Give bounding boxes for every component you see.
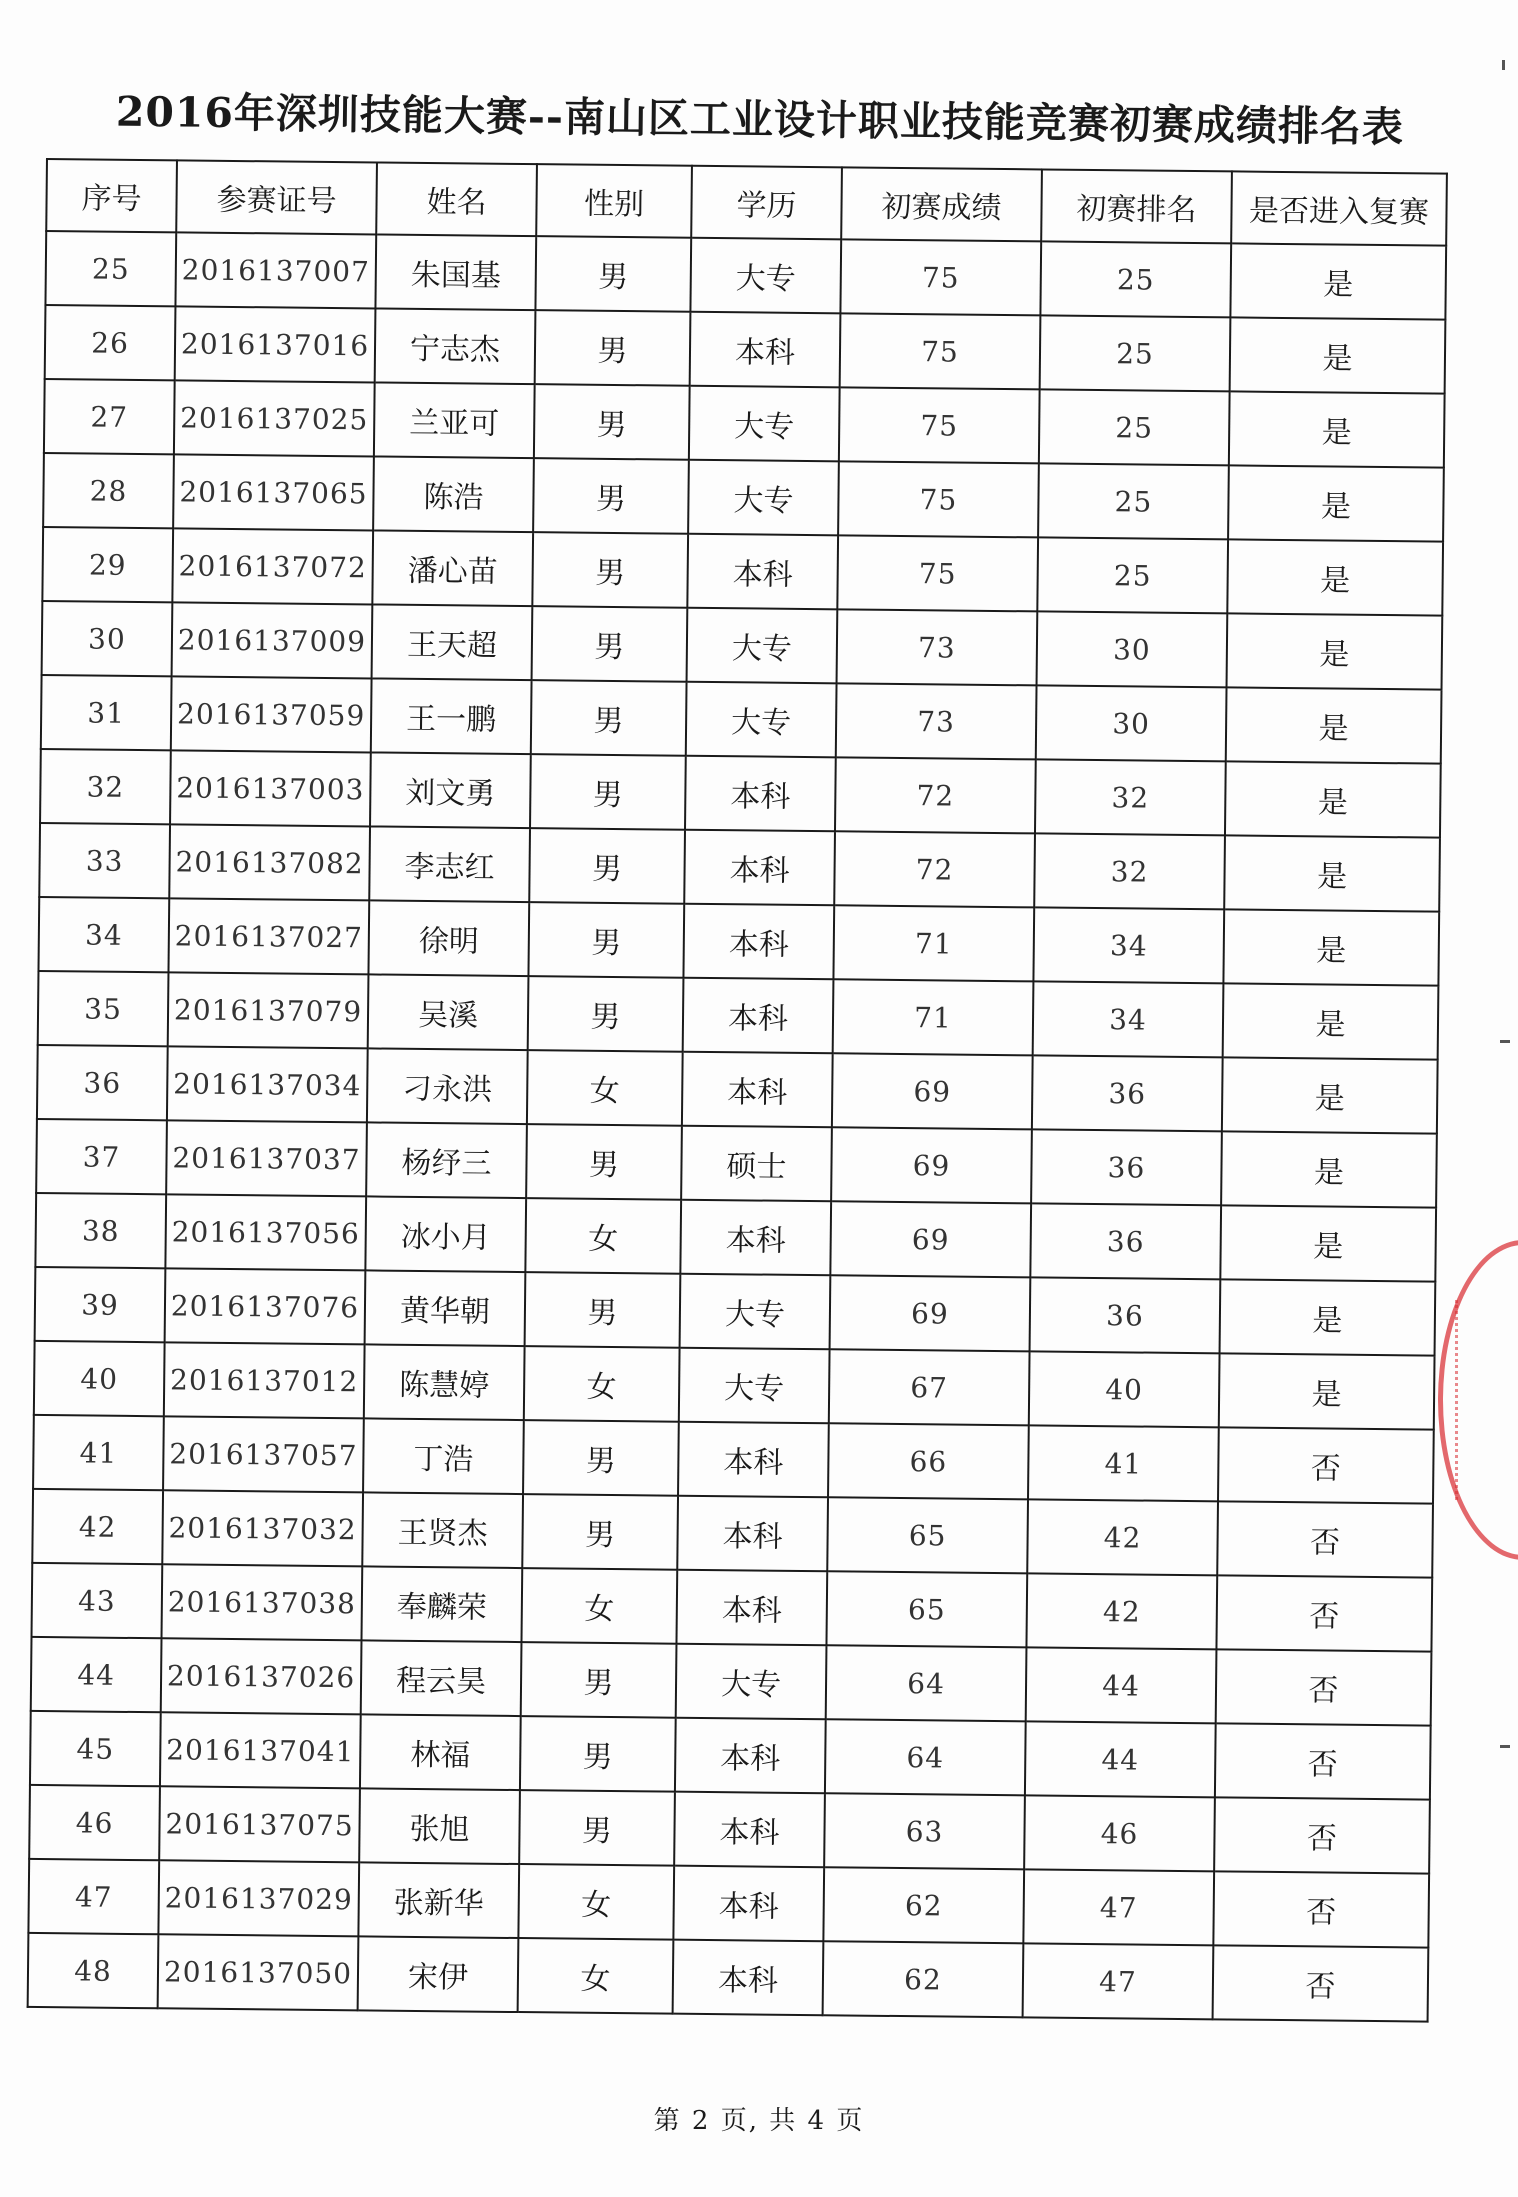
cell-col-prelim-rank: 32 bbox=[1035, 759, 1226, 835]
cell-col-education: 本科 bbox=[680, 1200, 831, 1276]
cell-col-prelim-rank: 36 bbox=[1030, 1277, 1221, 1353]
cell-col-prelim-rank: 47 bbox=[1023, 1869, 1214, 1945]
cell-col-advance: 是 bbox=[1230, 317, 1446, 393]
cell-col-name: 潘心苗 bbox=[372, 530, 533, 606]
cell-col-education: 大专 bbox=[679, 1348, 830, 1424]
cell-col-entry-id: 2016137050 bbox=[158, 1934, 359, 2010]
cell-col-seq: 46 bbox=[29, 1785, 160, 1860]
cell-col-prelim-score: 72 bbox=[835, 757, 1036, 833]
cell-col-prelim-rank: 42 bbox=[1027, 1499, 1218, 1575]
document-title: 2016年深圳技能大赛--南山区工业设计职业技能竞赛初赛成绩排名表 bbox=[115, 87, 1405, 152]
cell-col-entry-id: 2016137057 bbox=[163, 1416, 364, 1492]
cell-col-prelim-rank: 34 bbox=[1033, 981, 1224, 1057]
cell-col-education: 硕士 bbox=[681, 1126, 832, 1202]
cell-col-name: 宁志杰 bbox=[375, 308, 536, 384]
cell-col-entry-id: 2016137034 bbox=[167, 1046, 368, 1122]
cell-col-seq: 27 bbox=[44, 379, 175, 454]
cell-col-gender: 女 bbox=[524, 1346, 680, 1422]
cell-col-entry-id: 2016137038 bbox=[162, 1564, 363, 1640]
cell-col-advance: 是 bbox=[1225, 761, 1441, 837]
cell-col-seq: 38 bbox=[35, 1193, 166, 1268]
cell-col-gender: 女 bbox=[527, 1050, 683, 1126]
cell-col-prelim-rank: 40 bbox=[1029, 1351, 1220, 1427]
scan-edge-mark bbox=[1502, 60, 1505, 70]
cell-col-entry-id: 2016137076 bbox=[165, 1268, 366, 1344]
cell-col-gender: 男 bbox=[532, 606, 688, 682]
header-col-prelim-score: 初赛成绩 bbox=[841, 167, 1042, 241]
cell-col-seq: 47 bbox=[28, 1859, 159, 1934]
cell-col-education: 大专 bbox=[689, 386, 840, 462]
cell-col-advance: 是 bbox=[1226, 687, 1442, 763]
cell-col-education: 本科 bbox=[678, 1422, 829, 1498]
header-col-prelim-rank: 初赛排名 bbox=[1041, 169, 1232, 243]
cell-col-seq: 26 bbox=[45, 305, 176, 380]
cell-col-education: 本科 bbox=[682, 1052, 833, 1128]
cell-col-prelim-score: 73 bbox=[837, 609, 1038, 685]
cell-col-entry-id: 2016137007 bbox=[175, 232, 376, 308]
cell-col-gender: 男 bbox=[535, 310, 691, 386]
cell-col-entry-id: 2016137065 bbox=[173, 454, 374, 530]
cell-col-seq: 25 bbox=[45, 231, 176, 306]
cell-col-prelim-rank: 36 bbox=[1030, 1203, 1221, 1279]
cell-col-prelim-score: 73 bbox=[836, 683, 1037, 759]
cell-col-seq: 31 bbox=[41, 675, 172, 750]
cell-col-education: 本科 bbox=[685, 756, 836, 832]
cell-col-entry-id: 2016137012 bbox=[164, 1342, 365, 1418]
cell-col-name: 林福 bbox=[360, 1714, 521, 1790]
cell-col-advance: 否 bbox=[1215, 1723, 1431, 1799]
cell-col-prelim-score: 75 bbox=[837, 535, 1038, 611]
cell-col-name: 王贤杰 bbox=[362, 1492, 523, 1568]
cell-col-name: 张新华 bbox=[358, 1862, 519, 1938]
cell-col-education: 本科 bbox=[684, 830, 835, 906]
header-col-gender: 性别 bbox=[536, 164, 692, 238]
cell-col-name: 刘文勇 bbox=[370, 752, 531, 828]
cell-col-seq: 30 bbox=[42, 601, 173, 676]
cell-col-prelim-score: 64 bbox=[825, 1719, 1026, 1795]
cell-col-gender: 男 bbox=[528, 902, 684, 978]
cell-col-gender: 男 bbox=[519, 1790, 675, 1866]
header-col-seq: 序号 bbox=[46, 159, 177, 232]
cell-col-entry-id: 2016137041 bbox=[160, 1712, 361, 1788]
cell-col-advance: 是 bbox=[1220, 1279, 1436, 1355]
cell-col-advance: 否 bbox=[1214, 1797, 1430, 1873]
cell-col-prelim-score: 64 bbox=[826, 1645, 1027, 1721]
cell-col-prelim-score: 66 bbox=[828, 1423, 1029, 1499]
cell-col-advance: 否 bbox=[1216, 1649, 1432, 1725]
cell-col-gender: 女 bbox=[525, 1198, 681, 1274]
cell-col-prelim-score: 69 bbox=[832, 1053, 1033, 1129]
cell-col-education: 本科 bbox=[677, 1496, 828, 1572]
cell-col-advance: 是 bbox=[1220, 1205, 1436, 1281]
scan-edge-mark bbox=[1500, 1040, 1510, 1043]
cell-col-advance: 是 bbox=[1219, 1353, 1435, 1429]
cell-col-advance: 是 bbox=[1223, 983, 1439, 1059]
cell-col-name: 王一鹏 bbox=[371, 678, 532, 754]
cell-col-seq: 40 bbox=[34, 1341, 165, 1416]
scan-edge-mark bbox=[1500, 1745, 1510, 1748]
cell-col-advance: 否 bbox=[1218, 1427, 1434, 1503]
cell-col-gender: 男 bbox=[526, 1124, 682, 1200]
cell-col-name: 杨纾三 bbox=[366, 1122, 527, 1198]
cell-col-gender: 男 bbox=[522, 1494, 678, 1570]
cell-col-seq: 48 bbox=[28, 1933, 159, 2008]
cell-col-seq: 32 bbox=[40, 749, 171, 824]
cell-col-education: 本科 bbox=[683, 978, 834, 1054]
cell-col-prelim-score: 65 bbox=[827, 1497, 1028, 1573]
cell-col-advance: 是 bbox=[1227, 613, 1443, 689]
header-col-name: 姓名 bbox=[376, 162, 537, 236]
cell-col-name: 李志红 bbox=[369, 826, 530, 902]
cell-col-prelim-rank: 41 bbox=[1028, 1425, 1219, 1501]
cell-col-entry-id: 2016137082 bbox=[169, 824, 370, 900]
cell-col-advance: 是 bbox=[1221, 1131, 1437, 1207]
cell-col-seq: 36 bbox=[37, 1045, 168, 1120]
cell-col-prelim-rank: 25 bbox=[1040, 315, 1231, 391]
cell-col-seq: 45 bbox=[30, 1711, 161, 1786]
cell-col-prelim-score: 75 bbox=[840, 313, 1041, 389]
cell-col-entry-id: 2016137003 bbox=[170, 750, 371, 826]
cell-col-prelim-score: 62 bbox=[823, 1941, 1024, 2017]
cell-col-gender: 男 bbox=[520, 1716, 676, 1792]
cell-col-prelim-score: 71 bbox=[833, 979, 1034, 1055]
header-col-education: 学历 bbox=[691, 166, 842, 240]
cell-col-entry-id: 2016137032 bbox=[162, 1490, 363, 1566]
cell-col-education: 大专 bbox=[690, 238, 841, 314]
cell-col-seq: 44 bbox=[31, 1637, 162, 1712]
cell-col-gender: 女 bbox=[518, 1938, 674, 2014]
cell-col-prelim-rank: 44 bbox=[1026, 1647, 1217, 1723]
cell-col-entry-id: 2016137027 bbox=[168, 898, 369, 974]
cell-col-name: 黄华朝 bbox=[365, 1270, 526, 1346]
cell-col-entry-id: 2016137079 bbox=[168, 972, 369, 1048]
cell-col-gender: 女 bbox=[518, 1864, 674, 1940]
cell-col-seq: 29 bbox=[42, 527, 173, 602]
cell-col-advance: 是 bbox=[1224, 835, 1440, 911]
cell-col-gender: 男 bbox=[531, 680, 687, 756]
header-col-entry-id: 参赛证号 bbox=[176, 160, 377, 234]
cell-col-prelim-rank: 25 bbox=[1039, 389, 1230, 465]
cell-col-prelim-score: 75 bbox=[840, 239, 1041, 315]
cell-col-seq: 39 bbox=[35, 1267, 166, 1342]
cell-col-advance: 是 bbox=[1223, 909, 1439, 985]
cell-col-education: 本科 bbox=[690, 312, 841, 388]
cell-col-seq: 43 bbox=[32, 1563, 163, 1638]
cell-col-education: 本科 bbox=[674, 1792, 825, 1868]
cell-col-prelim-score: 62 bbox=[823, 1867, 1024, 1943]
cell-col-advance: 是 bbox=[1229, 391, 1445, 467]
cell-col-prelim-rank: 44 bbox=[1025, 1721, 1216, 1797]
cell-col-name: 刁永洪 bbox=[367, 1048, 528, 1124]
cell-col-prelim-score: 72 bbox=[834, 831, 1035, 907]
cell-col-name: 朱国基 bbox=[375, 234, 536, 310]
ranking-table bbox=[27, 158, 1448, 2023]
cell-col-education: 大专 bbox=[680, 1274, 831, 1350]
cell-col-advance: 是 bbox=[1230, 243, 1446, 319]
cell-col-name: 吴溪 bbox=[368, 974, 529, 1050]
cell-col-gender: 男 bbox=[525, 1272, 681, 1348]
cell-col-prelim-rank: 32 bbox=[1034, 833, 1225, 909]
cell-col-prelim-rank: 30 bbox=[1036, 685, 1227, 761]
cell-col-entry-id: 2016137009 bbox=[172, 602, 373, 678]
cell-col-prelim-rank: 42 bbox=[1026, 1573, 1217, 1649]
cell-col-education: 本科 bbox=[673, 1866, 824, 1942]
cell-col-entry-id: 2016137075 bbox=[159, 1786, 360, 1862]
cell-col-education: 本科 bbox=[676, 1570, 827, 1646]
cell-col-entry-id: 2016137026 bbox=[161, 1638, 362, 1714]
cell-col-prelim-rank: 36 bbox=[1031, 1129, 1222, 1205]
cell-col-advance: 是 bbox=[1228, 465, 1444, 541]
cell-col-prelim-rank: 46 bbox=[1024, 1795, 1215, 1871]
cell-col-prelim-score: 69 bbox=[830, 1201, 1031, 1277]
cell-col-entry-id: 2016137025 bbox=[174, 380, 375, 456]
cell-col-gender: 男 bbox=[533, 458, 689, 534]
cell-col-name: 徐明 bbox=[368, 900, 529, 976]
cell-col-advance: 否 bbox=[1213, 1945, 1429, 2021]
cell-col-gender: 男 bbox=[534, 384, 690, 460]
cell-col-education: 本科 bbox=[687, 534, 838, 610]
cell-col-advance: 否 bbox=[1213, 1871, 1429, 1947]
cell-col-education: 本科 bbox=[683, 904, 834, 980]
cell-col-entry-id: 2016137029 bbox=[158, 1860, 359, 1936]
cell-col-name: 兰亚可 bbox=[374, 382, 535, 458]
cell-col-name: 程云昊 bbox=[361, 1640, 522, 1716]
cell-col-prelim-rank: 25 bbox=[1040, 241, 1231, 317]
cell-col-name: 陈慧婷 bbox=[364, 1344, 525, 1420]
cell-col-advance: 否 bbox=[1217, 1501, 1433, 1577]
cell-col-gender: 男 bbox=[523, 1420, 679, 1496]
cell-col-name: 陈浩 bbox=[373, 456, 534, 532]
cell-col-prelim-rank: 36 bbox=[1032, 1055, 1223, 1131]
cell-col-prelim-rank: 25 bbox=[1038, 463, 1229, 539]
cell-col-name: 宋伊 bbox=[358, 1936, 519, 2012]
cell-col-name: 奉麟荣 bbox=[361, 1566, 522, 1642]
cell-col-prelim-score: 71 bbox=[833, 905, 1034, 981]
cell-col-entry-id: 2016137059 bbox=[171, 676, 372, 752]
cell-col-prelim-rank: 30 bbox=[1037, 611, 1228, 687]
cell-col-gender: 男 bbox=[528, 976, 684, 1052]
cell-col-education: 大专 bbox=[688, 460, 839, 536]
cell-col-prelim-score: 69 bbox=[831, 1127, 1032, 1203]
cell-col-seq: 34 bbox=[38, 897, 169, 972]
header-col-advance: 是否进入复赛 bbox=[1231, 171, 1447, 245]
cell-col-gender: 男 bbox=[535, 236, 691, 312]
cell-col-education: 大专 bbox=[676, 1644, 827, 1720]
cell-col-gender: 男 bbox=[530, 754, 686, 830]
ranking-table-wrapper bbox=[27, 158, 1446, 2023]
cell-col-gender: 男 bbox=[529, 828, 685, 904]
cell-col-prelim-score: 75 bbox=[838, 461, 1039, 537]
cell-col-prelim-score: 65 bbox=[826, 1571, 1027, 1647]
cell-col-prelim-rank: 47 bbox=[1023, 1943, 1214, 2019]
cell-col-entry-id: 2016137037 bbox=[166, 1120, 367, 1196]
cell-col-prelim-rank: 25 bbox=[1037, 537, 1228, 613]
cell-col-gender: 男 bbox=[532, 532, 688, 608]
cell-col-name: 王天超 bbox=[372, 604, 533, 680]
cell-col-advance: 否 bbox=[1216, 1575, 1432, 1651]
cell-col-seq: 28 bbox=[43, 453, 174, 528]
cell-col-education: 大专 bbox=[687, 608, 838, 684]
red-seal-inner-mark bbox=[1455, 1300, 1518, 1500]
table-row bbox=[28, 1933, 1429, 2022]
cell-col-gender: 男 bbox=[521, 1642, 677, 1718]
cell-col-education: 本科 bbox=[675, 1718, 826, 1794]
cell-col-gender: 女 bbox=[521, 1568, 677, 1644]
cell-col-entry-id: 2016137016 bbox=[175, 306, 376, 382]
cell-col-education: 本科 bbox=[673, 1940, 824, 2016]
cell-col-education: 大专 bbox=[686, 682, 837, 758]
cell-col-seq: 41 bbox=[33, 1415, 164, 1490]
table-body bbox=[28, 231, 1447, 2022]
page-footer: 第 2 页, 共 4 页 bbox=[653, 2106, 865, 2136]
cell-col-prelim-score: 75 bbox=[839, 387, 1040, 463]
cell-col-prelim-score: 67 bbox=[829, 1349, 1030, 1425]
cell-col-seq: 35 bbox=[38, 971, 169, 1046]
cell-col-prelim-score: 63 bbox=[824, 1793, 1025, 1869]
cell-col-advance: 是 bbox=[1227, 539, 1443, 615]
cell-col-entry-id: 2016137072 bbox=[172, 528, 373, 604]
cell-col-name: 张旭 bbox=[359, 1788, 520, 1864]
cell-col-seq: 33 bbox=[39, 823, 170, 898]
cell-col-name: 冰小月 bbox=[365, 1196, 526, 1272]
cell-col-seq: 42 bbox=[32, 1489, 163, 1564]
cell-col-prelim-score: 69 bbox=[830, 1275, 1031, 1351]
cell-col-name: 丁浩 bbox=[363, 1418, 524, 1494]
cell-col-prelim-rank: 34 bbox=[1033, 907, 1224, 983]
cell-col-entry-id: 2016137056 bbox=[165, 1194, 366, 1270]
cell-col-seq: 37 bbox=[36, 1119, 167, 1194]
cell-col-advance: 是 bbox=[1222, 1057, 1438, 1133]
